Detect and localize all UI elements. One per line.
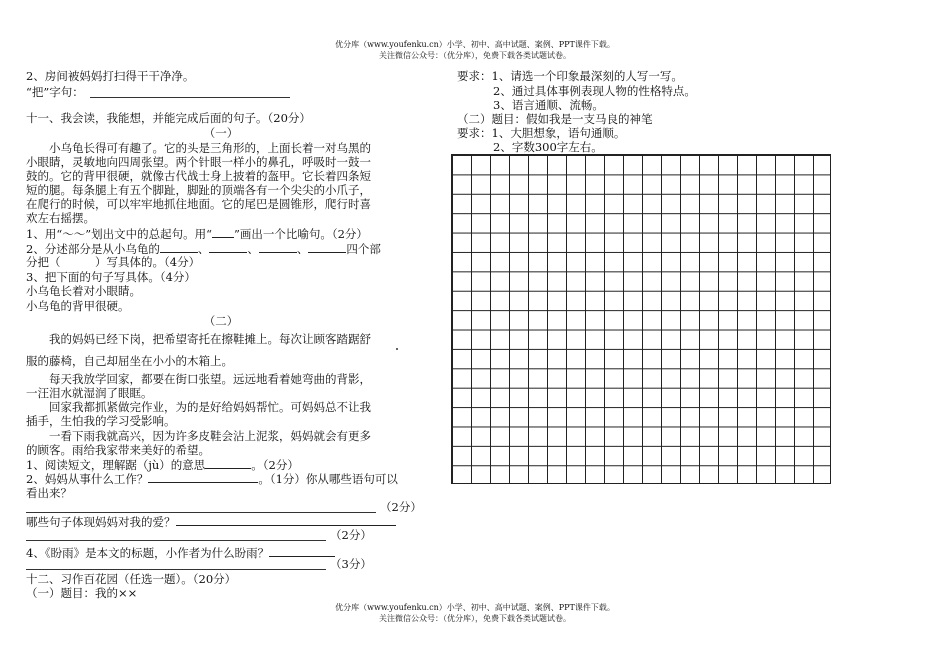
ba-sentence-blank <box>90 97 290 98</box>
q2-blank[interactable] <box>209 241 247 253</box>
q2-blank[interactable] <box>308 241 346 253</box>
passage-1-question-3: 3、把下面的句子写具体。（4分） <box>26 270 196 284</box>
sentence-1: 小乌龟长着对小眼睛。 <box>26 284 141 298</box>
q2-text-a: 2、分述部分是从小乌龟的 <box>26 242 160 256</box>
passage-2-line: 的顾客。雨给我家带来美好的希望。 <box>26 443 210 457</box>
q2-text-b: 四个部 <box>346 242 381 256</box>
answer-line[interactable] <box>26 569 326 570</box>
q1-text-b: ”画出一个比喻句。（2分） <box>233 227 368 241</box>
section-12-title: 十二、习作百花园（任选一题）。（20分） <box>26 572 237 586</box>
passage-1-line: 鼓的。它的背甲很硬，就像古代战士身上披着的盔甲。它长着四条短 <box>26 169 371 183</box>
passage-1-question-1 <box>26 226 368 241</box>
ba-sentence-label: “把”字句： <box>26 85 84 99</box>
composition-topic-1: （一）题目：我的×× <box>26 586 138 600</box>
passage-2-title: （二） <box>203 314 239 328</box>
p2q1-text-b: 。（2分） <box>251 458 299 472</box>
question-2: 2、房间被妈妈打扫得干干净净。 <box>26 69 195 83</box>
passage-2-line: 一看下雨我就高兴，因为许多皮鞋会沾上泥浆，妈妈就会有更多 <box>26 429 371 443</box>
requirement-1-3: 3、语言通顺、流畅。 <box>493 98 604 112</box>
p2q1-text-a: 1、阅读短文，理解踞（jù）的意思 <box>26 458 206 472</box>
answer-line[interactable] <box>26 540 326 541</box>
p2q3-blank[interactable] <box>176 514 396 526</box>
passage-2-line: 服的藤椅，自己却屈坐在小小的木箱上。 <box>26 354 233 368</box>
passage-2-question-2-cont: 看出来？ <box>26 486 72 500</box>
p2q2-text-b: 。（1分）你从哪些语句可以 <box>258 472 398 486</box>
q2-separator: 、 <box>197 242 210 256</box>
q1-underline-sample <box>212 226 234 238</box>
passage-1-line: 小眼睛，灵敏地向四周张望。两个针眼一样小的鼻孔，呼吸时一鼓一 <box>26 155 371 169</box>
p2q2-blank[interactable] <box>148 471 258 483</box>
p2q3-text: 哪些句子体现妈妈对我的爱？ <box>26 515 176 529</box>
passage-2-line: 一汪泪水就湿润了眼眶。 <box>26 386 153 400</box>
p2q4-blank[interactable] <box>269 545 335 557</box>
footer-line-2: 关注微信公众号：（优分库），免费下载各类试题试卷。 <box>379 614 571 623</box>
requirement-2-1: 要求：1、大胆想象，语句通顺。 <box>457 126 626 140</box>
passage-1-question-2 <box>26 241 381 256</box>
passage-2-line: 我的妈妈已经下岗，把希望寄托在擦鞋摊上。每次让顾客踏踞舒 <box>26 332 371 346</box>
passage-2-question-2 <box>26 471 398 486</box>
p2q1-blank[interactable] <box>205 457 251 469</box>
q2-separator: 、 <box>247 242 259 256</box>
requirement-2-2: 2、字数300字左右。 <box>493 140 603 154</box>
passage-2-question-3 <box>26 514 396 529</box>
requirement-1-2: 2、通过具体事例表现人物的性格特点。 <box>493 84 696 98</box>
passage-1-line: 在爬行的时候，可以牢牢地抓住地面。它的尾巴是圆锥形，爬行时喜 <box>26 197 371 211</box>
passage-2-line: 回家我都抓紧做完作业，为的是好给妈妈帮忙。可妈妈总不让我 <box>26 400 371 414</box>
emphasis-dot <box>396 348 398 350</box>
footer-line-1: 优分库（www.youfenku.cn）小学、初中、高中试题、案例、PPT课件下载。 <box>335 603 615 612</box>
header-line-2: 关注微信公众号：（优分库），免费下载各类试题试卷。 <box>379 51 571 60</box>
p2q2-text-a: 2、妈妈从事什么工作？ <box>26 472 149 486</box>
passage-2-line: 每天我放学回家，都要在街口张望。远远地看着她弯曲的背影， <box>26 372 371 386</box>
q2-separator: 、 <box>296 242 309 256</box>
passage-1-line: 小乌龟长得可有趣了。它的头是三角形的，上面长着一对乌黑的 <box>26 141 371 155</box>
q2-blank[interactable] <box>259 241 297 253</box>
passage-2-line: 插手，生怕我的学习受影响。 <box>26 414 176 428</box>
passage-1-question-2-cont: 分把（ ）写具体的。（4分） <box>26 255 201 269</box>
q1-text-a: 1、用“～～”划出文中的总起句。用“ <box>26 227 212 241</box>
passage-2-question-4 <box>26 545 335 560</box>
p2q4-score: （3分） <box>330 557 372 571</box>
p2q4-text: 4、《盼雨》是本文的标题，小作者为什么盼雨？ <box>26 546 270 560</box>
section-11-title: 十一、我会读，我能想，并能完成后面的句子。（20分） <box>26 111 311 125</box>
q2-blank[interactable] <box>160 241 198 253</box>
p2q3-score: （2分） <box>330 528 372 542</box>
passage-2-question-1 <box>26 457 299 472</box>
composition-topic-2: （二）题目：假如我是一支马良的神笔 <box>457 112 653 126</box>
passage-1-title: （一） <box>203 126 239 140</box>
passage-1-line: 欢左右摇摆。 <box>26 211 95 225</box>
requirement-1-1: 要求：1、请选一个印象最深刻的人写一写。 <box>457 69 683 83</box>
passage-1-line: 短的腿。每条腿上有五个脚趾，脚趾的顶端各有一个尖尖的小爪子， <box>26 183 371 197</box>
writing-grid[interactable] <box>451 154 831 484</box>
p2q2-score: （2分） <box>380 500 422 514</box>
header-line-1: 优分库（www.youfenku.cn）小学、初中、高中试题、案例、PPT课件下载。 <box>335 40 615 49</box>
sentence-2: 小乌龟的背甲很硬。 <box>26 299 130 313</box>
answer-line[interactable] <box>26 512 376 513</box>
